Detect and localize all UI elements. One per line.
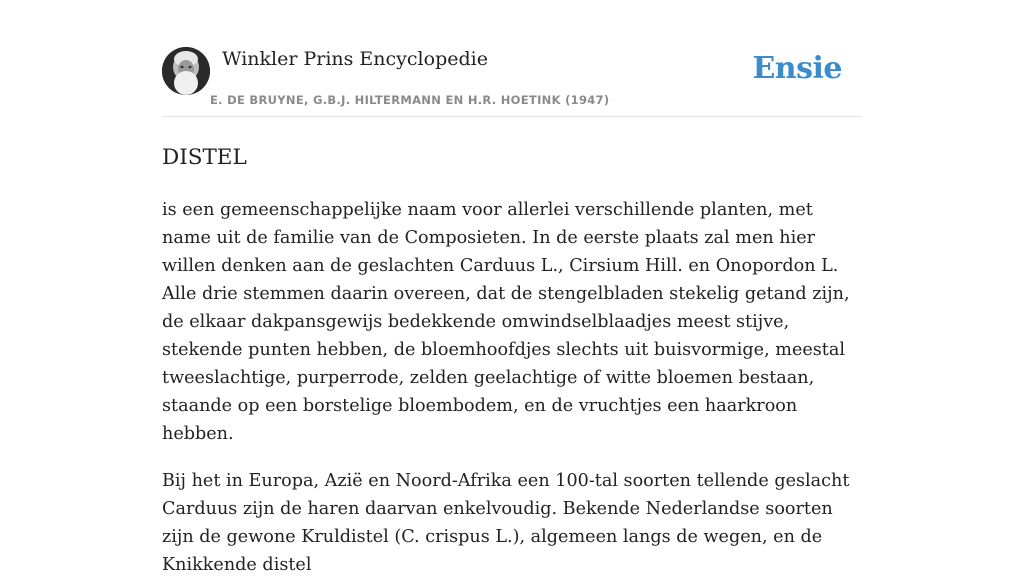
page-container (162, 0, 862, 579)
source-authors: E. DE BRUYNE, G.B.J. HILTERMANN EN H.R. HOETINK (1947) (210, 93, 610, 107)
author-avatar[interactable] (162, 47, 210, 95)
article-paragraph-2: Bij het in Europa, Azië en Noord-Afrika een 100-tal soorten tellende geslacht Carduus zijn de haren daarvan enkelvoudig. Bekende Nederlandse soorten zijn de gewone Kruldistel (C. crispus L.), algemeen langs de wegen, en de Knikkende distel (162, 471, 850, 575)
portrait-image (162, 47, 210, 95)
article-paragraph-1: is een gemeenschappelijke naam voor allerlei verschillende planten, met name uit de familie van de Composieten. In de eerste plaats zal men hier willen denken aan de geslachten Carduus L., Cirsium Hill. en Onopordon L. Alle drie stemmen daarin overeen, dat de stengelbladen stekelig getand zijn, de elkaar dakpansgewijs bedekkende omwindselblaadjes meest stijve, stekende punten hebben, de bloemhoofdjes slechts uit buisvormige, meestal tweeslachtige, purperrode, zelden geelachtige of witte bloemen bestaan, staande op een borstelige bloembodem, en de vruchtjes een haarkroon hebben. (162, 200, 850, 444)
page-title: DISTEL (162, 145, 247, 170)
ensie-logo[interactable]: Ensie (752, 51, 842, 86)
header (162, 0, 862, 117)
site-title[interactable]: Winkler Prins Encyclopedie (222, 48, 488, 70)
